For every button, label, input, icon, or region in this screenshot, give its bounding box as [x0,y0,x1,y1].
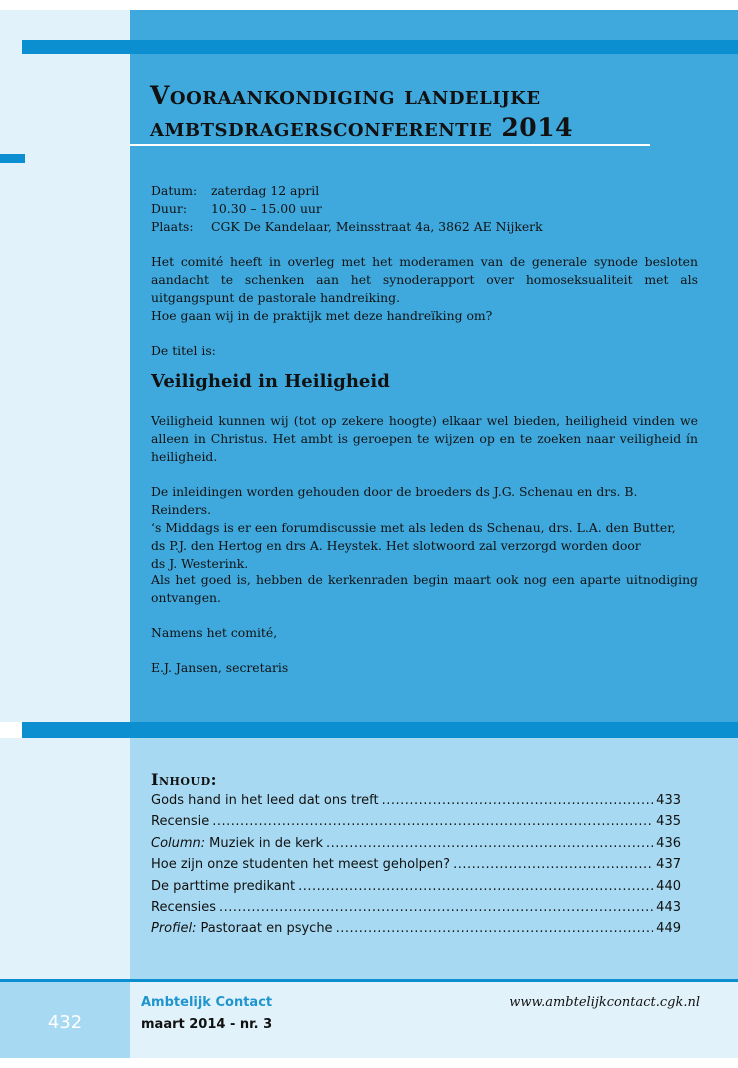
toc-item[interactable] [151,857,681,878]
speakers-line: ds J. Westerink. [151,556,249,571]
toc-item-page: 436 [656,835,681,851]
detail-value: CGK De Kandelaar, Meinsstraat 4a, 3862 AE Nijkerk [211,219,543,234]
toc-item-title: Recensie [151,814,210,830]
detail-value: zaterdag 12 april [211,183,320,198]
toc-heading: Inhoud: [151,770,218,789]
event-details [151,182,543,236]
toc-item[interactable] [151,921,681,942]
toc-leader [336,921,654,936]
toc-item[interactable] [151,814,681,835]
toc-item-prefix: Column: [151,835,206,851]
speakers-paragraph [151,483,698,573]
invite-paragraph: Als het goed is, hebben de kerkenraden begin maart ook nog een aparte uitnodiging ontvangen. [151,572,698,605]
committee-line: Namens het comité, [151,625,278,640]
intro-question: Hoe gaan wij in de praktijk met deze handreïking om? [151,308,493,323]
signature: E.J. Jansen, secretaris [151,660,289,675]
top-accent-bar [22,40,738,54]
page-number: 432 [47,1012,83,1033]
toc-item-title: Hoe zijn onze studenten het meest geholpen? [151,857,451,873]
left-margin-panel [0,10,130,722]
toc-item-title: Pastoraat en psyche [200,921,333,937]
toc-leader [219,900,653,915]
magazine-issue: maart 2014 - nr. 3 [141,1017,273,1032]
website-link[interactable]: www.ambtelijkcontact.cgk.nl [509,995,700,1010]
page-title [150,80,710,144]
toc-item[interactable] [151,836,681,857]
toc-leader [326,836,653,851]
toc-list [151,793,681,943]
detail-row-location [151,218,543,236]
toc-leader [212,814,653,829]
detail-label: Duur: [151,201,187,216]
toc-item-title: Gods hand in het leed dat ons treft [151,793,379,808]
detail-label: Datum: [151,183,198,198]
left-margin-panel-lower [0,738,130,980]
toc-item[interactable] [151,879,681,900]
toc-item[interactable] [151,793,681,814]
toc-item-page: 433 [656,793,681,808]
toc-item-page: 440 [656,878,681,894]
toc-item-title: De parttime predikant [151,878,296,894]
toc-leader [453,857,653,872]
toc-leader [298,879,653,894]
detail-label: Plaats: [151,219,194,234]
title-line-1: Vooraankondiging landelijke [150,81,541,110]
conference-subtitle: Veiligheid in Heiligheid [151,371,390,392]
side-accent-tab [0,154,25,163]
speakers-line: De inleidingen worden gehouden door de broeders ds J.G. Schenau en drs. B. Reinders. [151,484,638,517]
detail-value: 10.30 – 15.00 uur [211,201,322,216]
toc-item-page: 443 [656,899,681,915]
toc-item-title: Recensies [151,899,216,915]
detail-row-duration [151,200,543,218]
middle-accent-bar [22,722,738,738]
intro-line: Het comité heeft in overleg met het moderamen van de generale synode besloten aandacht te schenken aan het synoderapport over homoseksualiteit met als uitgangspunt de pastorale handreiking. [151,254,698,305]
toc-item-title: Muziek in de kerk [209,835,324,851]
toc-item-prefix: Profiel: [151,921,197,937]
speakers-line: ds P.J. den Hertog en drs A. Heystek. Het slotwoord zal verzorgd worden door [151,538,641,553]
toc-item-page: 449 [656,921,681,937]
toc-item[interactable] [151,900,681,921]
toc-leader [382,793,654,808]
title-line-2: ambtsdragersconferentie 2014 [150,113,573,142]
detail-row-date [151,182,543,200]
title-underline [130,144,650,146]
speakers-line: ‘s Middags is er een forumdiscussie met als leden ds Schenau, drs. L.A. den Butter, [151,520,676,535]
intro-paragraph [151,253,698,325]
magazine-name: Ambtelijk Contact [141,995,273,1010]
toc-item-page: 437 [656,857,681,873]
title-intro: De titel is: [151,343,216,358]
toc-item-page: 435 [656,814,681,830]
safety-paragraph: Veiligheid kunnen wij (tot op zekere hoogte) elkaar wel bieden, heiligheid vinden we alleen in Christus. Het ambt is geroepen te wijzen op en te zoeken naar veiligheid ín heiligheid. [151,413,698,464]
